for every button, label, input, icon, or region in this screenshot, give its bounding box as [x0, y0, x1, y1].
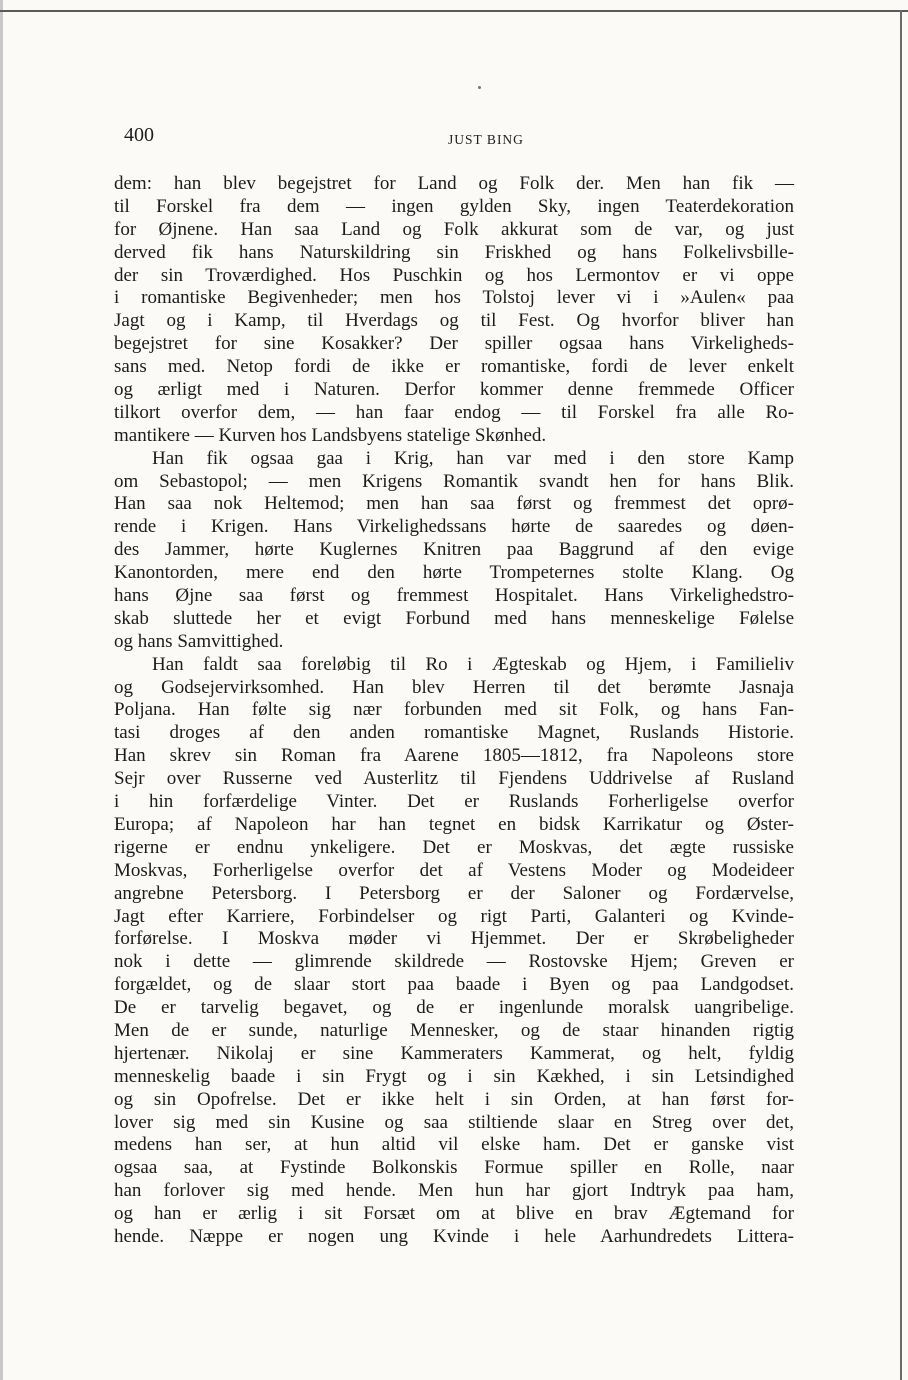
text-line: rende i Krigen. Hans Virkelighedssans hørte de saaredes og døen- [114, 516, 794, 538]
page-edge-left [0, 0, 3, 1380]
text-line: i romantiske Begivenheder; men hos Tolstoj lever vi i »Aulen« paa [114, 287, 794, 309]
page-header [120, 124, 792, 152]
text-line: Han skrev sin Roman fra Aarene 1805—1812, fra Napoleons store [114, 745, 794, 767]
text-line: og ærligt med i Naturen. Derfor kommer denne fremmede Officer [114, 379, 794, 401]
text-line: for Øjnene. Han saa Land og Folk akkurat som de var, og just [114, 218, 794, 240]
text-line: Moskvas, Forherligelse overfor det af Vestens Moder og Modeideer [114, 859, 794, 881]
text-line: menneskelig baade i sin Frygt og i sin Kækhed, i sin Letsindighed [114, 1065, 794, 1087]
text-line: rigerne er endnu ynkeligere. Det er Moskvas, det ægte russiske [114, 836, 794, 858]
text-line: der sin Troværdighed. Hos Puschkin og hos Lermontov er vi oppe [114, 264, 794, 286]
text-line: til Forskel fra dem — ingen gylden Sky, ingen Teaterdekoration [114, 195, 794, 217]
text-line: dem: han blev begejstret for Land og Folk der. Men han fik — [114, 173, 794, 194]
text-line: tasi droges af den anden romantiske Magnet, Ruslands Historie. [114, 722, 794, 744]
text-line: forførelse. I Moskva møder vi Hjemmet. Der er Skrøbeligheder [114, 928, 794, 950]
text-line: Han faldt saa foreløbig til Ro i Ægteskab og Hjem, i Familieliv [152, 653, 794, 675]
text-line: Men de er sunde, naturlige Mennesker, og de staar hinanden rigtig [114, 1019, 794, 1041]
page-number: 400 [124, 124, 154, 146]
text-line: Poljana. Han følte sig nær forbunden med sit Folk, og hans Fan- [114, 699, 794, 721]
text-line: angrebne Petersborg. I Petersborg er der Saloner og Fordærvelse, [114, 882, 794, 904]
text-line: han forlover sig med hende. Men hun har gjort Indtryk paa ham, [114, 1180, 794, 1202]
text-line: Europa; af Napoleon har han tegnet en bidsk Karrikatur og Øster- [114, 813, 794, 835]
body-text [114, 173, 794, 1249]
text-line: nok i dette — glimrende skildrede — Rostovske Hjem; Greven er [114, 951, 794, 973]
text-line: derved fik hans Naturskildring sin Friskhed og hans Folkelivsbille- [114, 241, 794, 263]
text-line: des Jammer, hørte Kuglernes Knitren paa Baggrund af den evige [114, 539, 794, 561]
text-line: hjertenær. Nikolaj er sine Kammeraters Kammerat, og helt, fyldig [114, 1042, 794, 1064]
text-line: og han er ærlig i sit Forsæt om at blive en brav Ægtemand for [114, 1203, 794, 1225]
text-line: Han fik ogsaa gaa i Krig, han var med i den store Kamp [152, 447, 794, 469]
text-line: og hans Samvittighed. [114, 630, 284, 652]
text-line: Sejr over Russerne ved Austerlitz til Fjendens Uddrivelse af Rusland [114, 768, 794, 790]
text-line: lover sig med sin Kusine og saa stiltiende slaar en Streg over det, [114, 1111, 794, 1133]
text-line: og Godsejervirksomhed. Han blev Herren til det berømte Jasnaja [114, 676, 794, 698]
page-edge-right [900, 10, 902, 1380]
text-line: sans med. Netop fordi de ikke er romantiske, fordi de lever enkelt [114, 356, 794, 378]
running-head: JUST BING [448, 132, 524, 147]
text-line: i hin forfærdelige Vinter. Det er Ruslands Forherligelse overfor [114, 791, 794, 813]
text-line: tilkort overfor dem, — han faar endog — til Forskel fra alle Ro- [114, 401, 794, 423]
text-line: hans Øjne saa først og fremmest Hospitalet. Hans Virkelighedstro- [114, 585, 794, 607]
text-line: Kanontorden, mere end den hørte Trompeternes stolte Klang. Og [114, 562, 794, 584]
text-line: medens han ser, at hun altid vil elske ham. Det er ganske vist [114, 1134, 794, 1156]
page-edge-top [0, 10, 908, 12]
text-line: Han saa nok Heltemod; men han saa først og fremmest det oprø- [114, 493, 794, 515]
text-line: hende. Næppe er nogen ung Kvinde i hele Aarhundredets Littera- [114, 1225, 794, 1247]
text-line: Jagt og i Kamp, til Hverdags og til Fest. Og hvorfor bliver han [114, 310, 794, 332]
text-line: ogsaa saa, at Fystinde Bolkonskis Formue spiller en Rolle, naar [114, 1157, 794, 1179]
text-line: begejstret for sine Kosakker? Der spiller ogsaa hans Virkeligheds- [114, 333, 794, 355]
text-line: De er tarvelig begavet, og de er ingenlunde moralsk uangribelige. [114, 997, 794, 1019]
print-speck [478, 86, 481, 89]
text-line: om Sebastopol; — men Krigens Romantik svandt hen for hans Blik. [114, 470, 794, 492]
text-line: og sin Opofrelse. Det er ikke helt i sin Orden, at han først for- [114, 1088, 794, 1110]
text-line: Jagt efter Karriere, Forbindelser og rigt Parti, Galanteri og Kvinde- [114, 905, 794, 927]
text-line: forgældet, og de slaar stort paa baade i Byen og paa Landgodset. [114, 974, 794, 996]
text-line: mantikere — Kurven hos Landsbyens statelige Skønhed. [114, 424, 547, 446]
text-line: skab sluttede her et evigt Forbund med hans menneskelige Følelse [114, 607, 794, 629]
